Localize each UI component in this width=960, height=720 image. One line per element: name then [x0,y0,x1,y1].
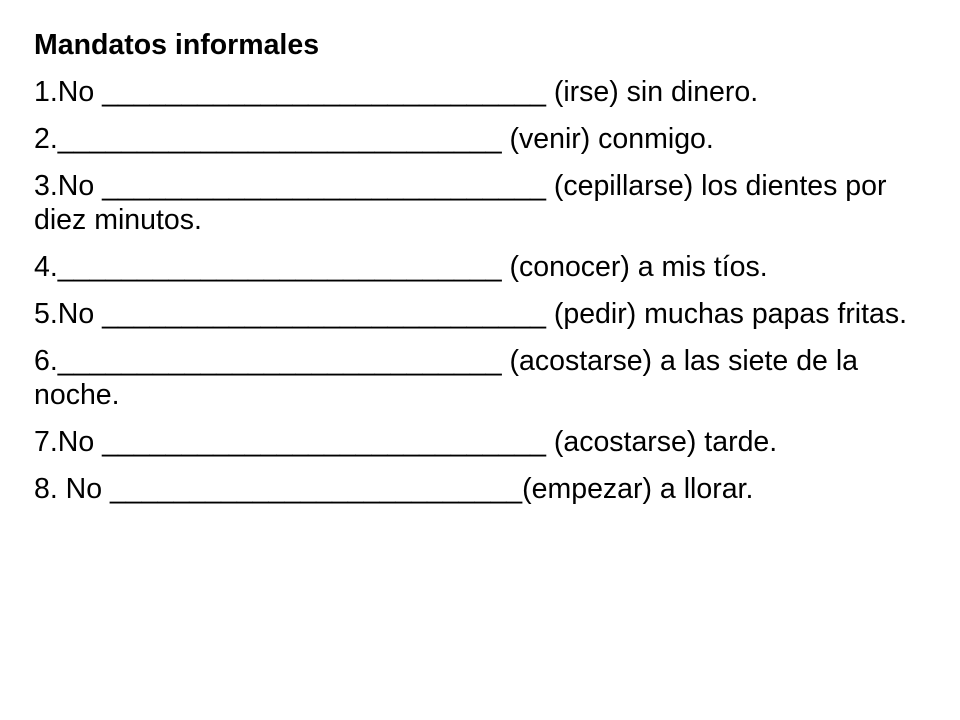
exercise-item-5: 5.No ____________________________ (pedir) muchas papas fritas. [34,298,908,330]
exercise-item-7: 7.No ____________________________ (acostarse) tarde. [34,426,778,458]
exercise-item-8: 8. No __________________________(empezar) a llorar. [34,473,754,505]
exercise-item-1: 1.No ____________________________ (irse) sin dinero. [34,76,759,108]
exercise-item-4: 4.____________________________ (conocer) a mis tíos. [34,251,768,283]
exercise-item-3: 3.No ____________________________ (cepillarse) los dientes por diez minutos. [34,170,887,236]
exercise-item-2: 2.____________________________ (venir) conmigo. [34,123,714,155]
worksheet-title: Mandatos informales [34,29,320,61]
worksheet [34,28,934,506]
exercise-item-6: 6.____________________________ (acostarse) a las siete de la noche. [34,345,858,411]
